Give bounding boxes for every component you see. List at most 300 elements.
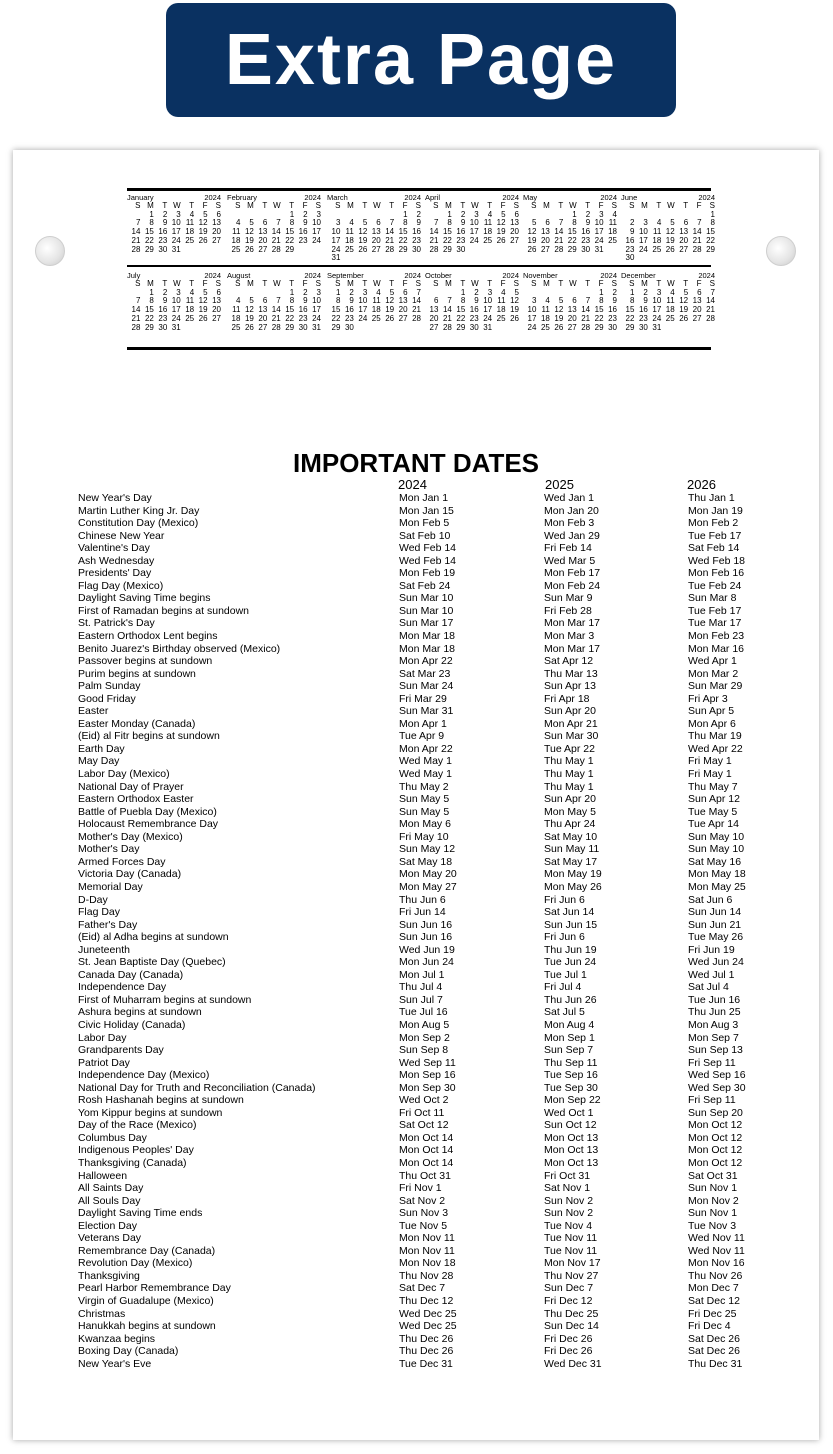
date-2026: Mon Sep 7 [688, 1031, 739, 1044]
date-2025: Thu Dec 25 [544, 1307, 599, 1320]
date-2024: Mon Aug 5 [399, 1018, 450, 1031]
day-number: 28 [554, 244, 564, 254]
weekday-label: W [471, 201, 479, 210]
date-2025: Mon Oct 13 [544, 1156, 599, 1169]
holiday-name: Indigenous Peoples' Day [78, 1144, 194, 1157]
table-row [78, 743, 778, 756]
date-2025: Wed Dec 31 [544, 1357, 602, 1370]
date-2024: Fri Jun 14 [399, 906, 446, 919]
weekday-label: S [415, 201, 421, 210]
month-year: 2024 [600, 193, 617, 202]
day-number: 19 [198, 305, 208, 315]
weekday-label: T [289, 279, 295, 288]
weekday-label: W [273, 279, 281, 288]
holiday-name: Battle of Puebla Day (Mexico) [78, 805, 217, 818]
day-number: 1 [403, 209, 408, 219]
banner-label: Extra Page [224, 20, 618, 100]
day-number: 11 [608, 218, 617, 228]
day-number: 12 [665, 227, 675, 237]
day-number: 30 [469, 322, 479, 332]
day-number: 10 [469, 218, 479, 228]
day-number: 4 [612, 209, 617, 219]
day-number: 31 [331, 253, 341, 263]
date-2025: Tue Nov 11 [544, 1244, 598, 1257]
day-number: 15 [285, 305, 295, 315]
date-2025: Sun Apr 20 [544, 705, 596, 718]
date-2026: Mon Apr 6 [688, 717, 736, 730]
weekday-label: W [471, 279, 479, 288]
holiday-name: Veterans Day [78, 1232, 142, 1245]
day-number: 8 [710, 218, 715, 228]
table-row [78, 1144, 778, 1157]
date-2025: Fri Jul 4 [544, 981, 582, 994]
table-row [78, 894, 778, 907]
date-2024: Mon Mar 18 [399, 630, 456, 643]
table-row [78, 617, 778, 630]
weekday-label: S [315, 201, 321, 210]
day-number: 7 [433, 218, 439, 228]
date-2026: Wed Sep 30 [688, 1081, 746, 1094]
day-number: 7 [447, 296, 452, 306]
date-2026: Sun Sep 20 [688, 1106, 743, 1119]
day-number: 3 [316, 287, 321, 297]
holiday-name: Remembrance Day (Canada) [78, 1244, 216, 1257]
holiday-name: National Day for Truth and Reconciliation (Canada) [78, 1081, 316, 1094]
date-2025: Thu May 1 [544, 780, 594, 793]
holiday-name: Daylight Saving Time ends [78, 1207, 203, 1220]
weekday-label: S [629, 201, 635, 210]
day-number: 30 [412, 244, 421, 254]
day-number: 7 [710, 287, 715, 297]
holiday-name: Presidents' Day [78, 567, 152, 580]
date-2026: Fri Dec 4 [688, 1320, 731, 1333]
day-number: 11 [541, 305, 550, 315]
day-number: 2 [474, 287, 479, 297]
table-row [78, 580, 778, 593]
month-year: 2024 [502, 271, 519, 280]
day-number: 18 [344, 235, 354, 245]
day-number: 15 [456, 305, 466, 315]
weekday-label: W [173, 279, 181, 288]
day-number: 26 [527, 244, 537, 254]
day-number: 21 [412, 305, 421, 315]
holiday-name: Rosh Hashanah begins at sundown [78, 1094, 244, 1107]
date-2024: Sun Jun 16 [399, 918, 453, 931]
weekday-label: T [362, 201, 368, 210]
day-number: 16 [469, 305, 479, 315]
day-number: 12 [198, 296, 208, 306]
date-2025: Sun Mar 9 [544, 592, 593, 605]
date-2024: Mon Apr 22 [399, 742, 453, 755]
date-2026: Mon Feb 2 [688, 517, 739, 530]
weekday-label: T [262, 201, 268, 210]
day-number: 14 [554, 227, 564, 237]
table-row [78, 655, 778, 668]
date-2025: Tue Nov 4 [544, 1219, 593, 1232]
day-number: 14 [581, 305, 591, 315]
day-number: 24 [171, 235, 181, 245]
date-2025: Wed Jan 29 [544, 529, 600, 542]
date-2024: Sun Mar 24 [399, 680, 454, 693]
day-number: 22 [706, 235, 715, 245]
weekday-label: S [215, 201, 221, 210]
weekday-label: S [335, 201, 341, 210]
day-number: 7 [416, 287, 421, 297]
weekday-label: F [696, 201, 702, 210]
calendar-rule-bottom [127, 347, 711, 350]
date-2025: Tue Jun 24 [544, 956, 597, 969]
day-number: 19 [496, 227, 506, 237]
table-row [78, 1157, 778, 1170]
day-number: 1 [335, 287, 341, 297]
date-2026: Fri Jun 19 [688, 943, 735, 956]
day-number: 16 [344, 305, 354, 315]
day-number: 23 [158, 313, 168, 323]
holiday-name: Easter Monday (Canada) [78, 717, 196, 730]
holiday-name: Good Friday [78, 692, 136, 705]
weekday-label: S [315, 279, 321, 288]
table-row [78, 730, 778, 743]
table-row [78, 542, 778, 555]
table-row [78, 781, 778, 794]
day-number: 17 [358, 305, 368, 315]
month-name: May [523, 193, 538, 202]
day-number: 15 [706, 227, 715, 237]
day-number: 3 [176, 209, 181, 219]
holiday-name: Ash Wednesday [78, 554, 155, 567]
weekday-label: T [362, 279, 368, 288]
day-number: 15 [144, 227, 154, 237]
day-number: 7 [276, 296, 281, 306]
day-number: 25 [496, 313, 506, 323]
day-number: 5 [249, 218, 254, 228]
weekday-label: T [389, 279, 395, 288]
day-number: 29 [442, 244, 452, 254]
date-2025: Mon May 19 [544, 868, 602, 881]
month-year: 2024 [304, 271, 321, 280]
day-number: 3 [643, 218, 648, 228]
holiday-name: Independence Day [78, 981, 167, 994]
day-number: 2 [416, 209, 421, 219]
weekday-label: F [402, 279, 408, 288]
day-number: 5 [558, 296, 564, 306]
day-number: 31 [652, 322, 662, 332]
day-number: 19 [527, 235, 537, 245]
day-number: 21 [429, 235, 439, 245]
month-year: 2024 [698, 271, 715, 280]
day-number: 9 [474, 296, 479, 306]
day-number: 28 [706, 313, 715, 323]
weekday-label: S [513, 201, 519, 210]
date-2024: Sat Oct 12 [399, 1119, 449, 1132]
day-number: 9 [349, 296, 354, 306]
table-row [78, 768, 778, 781]
day-number: 18 [652, 235, 662, 245]
holiday-name: St. Jean Baptiste Day (Quebec) [78, 956, 226, 969]
date-2024: Mon Mar 18 [399, 642, 456, 655]
weekday-label: F [202, 279, 208, 288]
table-row [78, 1057, 778, 1070]
month-day-grid [425, 280, 519, 332]
table-row [78, 1257, 778, 1270]
date-2025: Sun Mar 30 [544, 730, 599, 743]
day-number: 16 [608, 305, 617, 315]
table-row [78, 1019, 778, 1032]
date-2026: Sun May 10 [688, 830, 745, 843]
holiday-name: First of Ramadan begins at sundown [78, 604, 250, 617]
day-number: 26 [385, 313, 395, 323]
holiday-name: Benito Juarez's Birthday observed (Mexico) [78, 642, 281, 655]
table-row [78, 1082, 778, 1095]
table-row [78, 643, 778, 656]
date-2026: Sat Dec 26 [688, 1345, 740, 1358]
weekday-label: W [667, 201, 675, 210]
holiday-name: Valentine's Day [78, 542, 150, 555]
date-2026: Sun Jun 14 [688, 906, 742, 919]
holiday-name: Armed Forces Day [78, 855, 166, 868]
day-number: 9 [303, 218, 308, 228]
table-row [78, 668, 778, 681]
date-2025: Sun Dec 14 [544, 1320, 599, 1333]
day-number: 22 [144, 313, 154, 323]
day-number: 19 [665, 235, 675, 245]
date-2025: Sun Dec 7 [544, 1282, 594, 1295]
holiday-name: Labor Day [78, 1031, 127, 1044]
day-number: 4 [487, 209, 493, 219]
day-number: 31 [171, 244, 181, 254]
day-number: 11 [345, 227, 354, 237]
table-row [78, 1295, 778, 1308]
date-2024: Thu Jun 6 [399, 893, 446, 906]
weekday-label: F [500, 279, 506, 288]
holiday-name: All Souls Day [78, 1194, 141, 1207]
month-name: June [621, 193, 638, 202]
calendar-rule-middle [127, 265, 711, 267]
date-2026: Fri Sep 11 [688, 1094, 736, 1107]
date-2025: Mon Mar 17 [544, 617, 601, 630]
date-2025: Sun May 11 [544, 843, 600, 856]
table-row [78, 1094, 778, 1107]
day-number: 21 [554, 235, 564, 245]
date-2026: Mon Dec 7 [688, 1282, 739, 1295]
date-2024: Sun Mar 10 [399, 592, 454, 605]
day-number: 26 [496, 235, 506, 245]
day-number: 5 [670, 218, 675, 228]
day-number: 3 [176, 287, 181, 297]
day-number: 25 [185, 313, 195, 323]
day-number: 3 [487, 287, 493, 297]
date-2025: Mon Nov 17 [544, 1257, 601, 1270]
day-number: 24 [527, 322, 537, 332]
date-2024: Sat Nov 2 [399, 1194, 446, 1207]
date-2024: Mon Oct 14 [399, 1144, 454, 1157]
date-2024: Sun Mar 17 [399, 617, 454, 630]
day-number: 2 [585, 209, 591, 219]
day-number: 25 [371, 313, 381, 323]
day-number: 6 [545, 218, 550, 228]
table-row [78, 605, 778, 618]
date-2024: Wed Feb 14 [399, 542, 457, 555]
holiday-name: Ashura begins at sundown [78, 1006, 202, 1019]
day-number: 7 [697, 218, 702, 228]
day-number: 27 [212, 313, 221, 323]
day-number: 10 [312, 296, 321, 306]
weekday-label: F [500, 201, 506, 210]
table-row [78, 1232, 778, 1245]
day-number: 4 [349, 218, 354, 228]
date-2026: Sat Dec 12 [688, 1295, 740, 1307]
date-2025: Sat May 17 [544, 855, 598, 868]
holiday-name: Easter [78, 705, 109, 718]
date-2024: Mon Sep 2 [399, 1031, 450, 1044]
holiday-name: Holocaust Remembrance Day [78, 818, 219, 831]
table-row [78, 1170, 778, 1183]
weekday-label: T [487, 201, 493, 210]
day-number: 17 [638, 235, 648, 245]
day-number: 5 [362, 218, 368, 228]
day-number: 20 [212, 227, 221, 237]
day-number: 17 [483, 305, 493, 315]
weekday-label: S [531, 279, 537, 288]
day-number: 14 [429, 227, 439, 237]
day-number: 6 [683, 218, 689, 228]
day-number: 1 [149, 287, 154, 297]
weekday-label: F [302, 279, 308, 288]
date-2025: Thu May 1 [544, 755, 594, 768]
date-2025: Sun Apr 13 [544, 680, 596, 693]
weekday-label: W [667, 279, 675, 288]
table-row [78, 919, 778, 932]
holiday-name: New Year's Day [78, 492, 152, 504]
month-day-grid [127, 202, 221, 254]
weekday-label: T [656, 201, 662, 210]
date-2026: Sun Nov 1 [688, 1207, 738, 1220]
date-2025: Sun Sep 7 [544, 1044, 594, 1057]
weekday-label: M [247, 279, 254, 288]
day-number: 18 [231, 313, 241, 323]
holiday-name: Labor Day (Mexico) [78, 768, 170, 781]
month-year: 2024 [502, 193, 519, 202]
date-2024: Mon Nov 11 [399, 1232, 455, 1245]
holiday-name: Passover begins at sundown [78, 655, 213, 668]
month-name: January [127, 193, 154, 202]
date-2024: Mon Apr 1 [399, 717, 447, 730]
date-2025: Mon Mar 17 [544, 642, 601, 655]
table-row [78, 592, 778, 605]
day-number: 28 [131, 244, 141, 254]
date-2026: Wed Jun 24 [688, 956, 744, 969]
weekday-label: F [598, 201, 604, 210]
weekday-label: M [445, 279, 452, 288]
date-2024: Sat May 18 [399, 855, 453, 868]
weekday-label: S [135, 279, 141, 288]
date-2026: Thu May 7 [688, 780, 738, 793]
day-number: 12 [244, 227, 254, 237]
date-2025: Mon Feb 24 [544, 579, 601, 592]
weekday-label: M [641, 201, 648, 210]
holiday-name: Mother's Day [78, 843, 140, 856]
holiday-name: (Eid) al Adha begins at sundown [78, 931, 229, 944]
date-2025: Mon Feb 17 [544, 567, 601, 580]
day-number: 28 [581, 322, 591, 332]
date-2025: Mon Feb 3 [544, 517, 595, 530]
day-number: 5 [389, 287, 395, 297]
important-dates-title: IMPORTANT DATES [292, 448, 540, 478]
day-number: 8 [599, 296, 604, 306]
day-number: 8 [572, 218, 577, 228]
day-number: 24 [652, 313, 662, 323]
day-number: 8 [149, 296, 154, 306]
day-number: 28 [385, 244, 395, 254]
weekday-label: T [162, 201, 168, 210]
day-number: 9 [585, 218, 591, 228]
holiday-name: Pearl Harbor Remembrance Day [78, 1282, 231, 1295]
day-number: 20 [567, 313, 577, 323]
day-number: 16 [158, 227, 168, 237]
date-2024: Thu Nov 28 [399, 1269, 454, 1282]
date-2025: Mon Apr 21 [544, 717, 598, 730]
date-2024: Wed May 1 [399, 768, 452, 781]
date-2026: Mon Nov 2 [688, 1194, 739, 1207]
day-number: 6 [403, 287, 408, 297]
date-2026: Sun Apr 5 [688, 705, 735, 718]
date-2026: Wed Jul 1 [688, 968, 735, 981]
holiday-name: Columbus Day [78, 1131, 147, 1144]
date-2026: Sun Nov 1 [688, 1182, 738, 1195]
date-2025: Sun Nov 2 [544, 1194, 594, 1207]
calendar-page [13, 150, 819, 1440]
date-2026: Mon Oct 12 [688, 1119, 743, 1132]
date-2026: Thu Mar 19 [688, 730, 742, 743]
day-number: 27 [371, 244, 381, 254]
weekday-label: F [202, 201, 208, 210]
day-number: 9 [629, 227, 635, 237]
month-year: 2024 [404, 193, 421, 202]
weekday-label: T [487, 279, 493, 288]
table-row [78, 1245, 778, 1258]
day-number: 22 [442, 235, 452, 245]
weekday-label: T [289, 201, 295, 210]
weekday-label: M [247, 201, 254, 210]
day-number: 10 [483, 296, 493, 306]
date-2025: Tue Apr 22 [544, 742, 595, 755]
date-2026: Sun Sep 13 [688, 1044, 743, 1057]
holiday-name: Eastern Orthodox Lent begins [78, 630, 218, 643]
day-number: 30 [456, 244, 466, 254]
day-number: 28 [131, 322, 141, 332]
day-number: 19 [244, 313, 254, 323]
date-2026: Mon Oct 12 [688, 1131, 743, 1144]
day-number: 29 [285, 244, 295, 254]
holiday-name: New Year's Eve [78, 1357, 152, 1370]
day-number: 6 [697, 287, 702, 297]
date-2024: Sat Mar 23 [399, 667, 451, 680]
day-number: 19 [385, 305, 395, 315]
date-2025: Thu Jun 19 [544, 943, 597, 956]
weekday-label: F [598, 279, 604, 288]
day-number: 16 [158, 305, 168, 315]
holiday-name: Yom Kippur begins at sundown [78, 1106, 223, 1119]
month-name: September [327, 271, 364, 280]
date-2026: Fri May 1 [688, 768, 732, 781]
date-2024: Tue Dec 31 [399, 1357, 453, 1370]
date-2026: Thu Dec 31 [688, 1357, 743, 1370]
date-2025: Sat Nov 1 [544, 1182, 591, 1195]
weekday-label: W [373, 279, 381, 288]
holiday-name: Purim begins at sundown [78, 667, 196, 680]
date-2026: Thu Nov 26 [688, 1269, 743, 1282]
day-number: 29 [594, 322, 604, 332]
